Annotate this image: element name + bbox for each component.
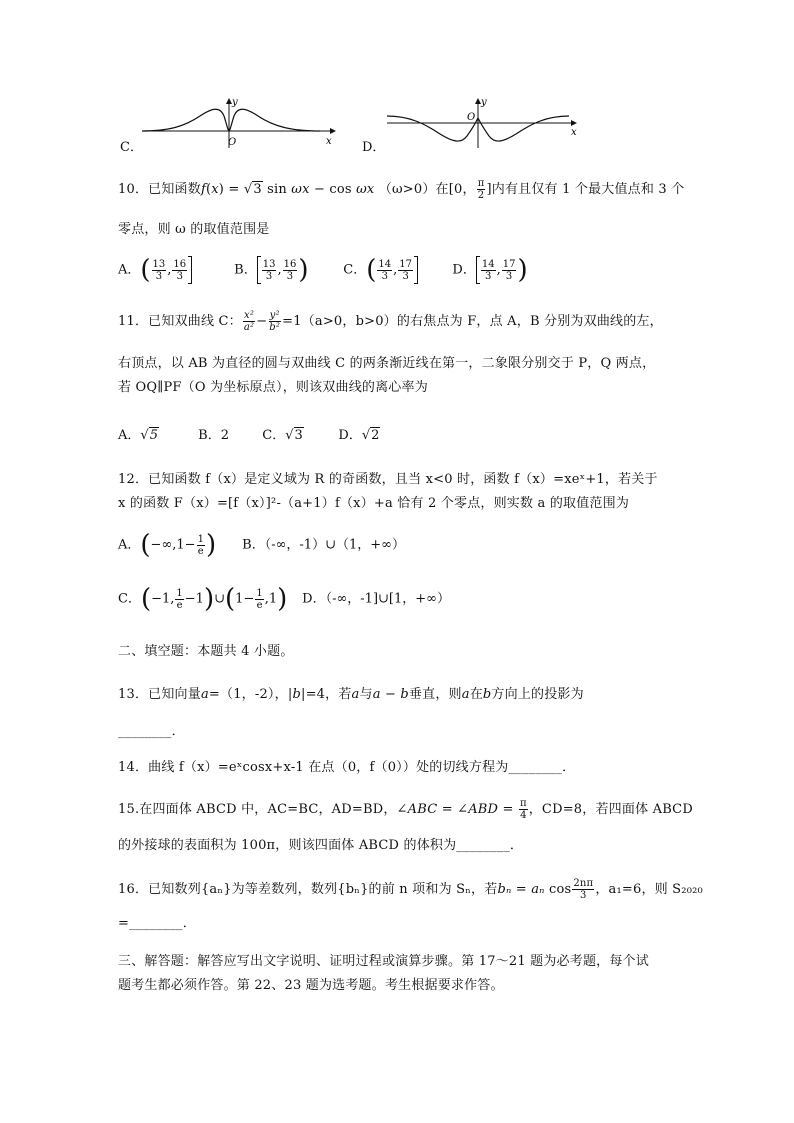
q11-line3: 若 OQ∥PF（O 为坐标原点），则该双曲线的离心率为 <box>118 380 428 395</box>
q10-formula: f <box>200 182 206 197</box>
graph-d-x-label: x <box>571 127 577 138</box>
q11-line2: 右顶点，以 AB 为直径的圆与双曲线 C 的两条渐近线在第一，二象限分别交于 P，Q 两点， <box>118 356 656 371</box>
graph-c <box>140 96 340 152</box>
q10-mid: （ω>0）在[0， <box>378 182 476 197</box>
q12-option-b[interactable]: B．（-∞，-1）∪（1，+∞） <box>242 537 405 553</box>
q12-line1: 12．已知函数 f（x）是定义域为 R 的奇函数，且当 x<0 时，函数 f（x）=xeˣ+1，若关于 <box>118 472 658 487</box>
q11-option-b[interactable]: B．2 <box>198 428 229 443</box>
q13-line2: ________． <box>118 724 185 739</box>
q12-option-d[interactable]: D．（-∞，-1]∪[1，+∞） <box>302 591 450 607</box>
q12-option-a[interactable]: A．(−∞,1− $\frac{1}{e}$ ) <box>118 530 217 560</box>
q10-suffix: ]内有且仅有 1 个最大值点和 3 个 <box>486 182 685 197</box>
q10-line2: 零点，则 ω 的取值范围是 <box>118 222 270 237</box>
q11-option-d[interactable]: D．√2 <box>338 428 380 443</box>
section3-line1: 三、解答题：解答应写出文字说明、证明过程或演算步骤。第 17～21 题为必考题，每个试 <box>118 954 649 969</box>
graph-d-origin: O <box>467 112 476 123</box>
q10-prefix: 10．已知函数 <box>118 182 201 197</box>
q11-frac-y: $\frac{\text{y²}}{\text{b²}}$ <box>269 310 281 333</box>
option-d-label: D． <box>362 140 386 155</box>
graph-c-x-label: x <box>326 136 332 147</box>
section2-heading: 二、填空题：本题共 4 小题。 <box>118 644 294 659</box>
q15-line2: 的外接球的表面积为 100π，则该四面体 ABCD 的体积为________． <box>118 838 524 853</box>
q11-line1: 11．已知双曲线 C： $\frac{\text{x²}}{\text{a²}}$ − $\frac{\text{y²}}{\text{b²}}$ =1（a>0，b>0）的右焦点为 F，点 A，B 分别为双曲线的左， <box>118 310 663 333</box>
graph-c-origin: O <box>228 137 237 148</box>
graph-d <box>385 96 585 152</box>
q11-frac-x: $\frac{\text{x²}}{\text{a²}}$ <box>243 310 255 333</box>
q11-options <box>118 424 380 443</box>
q12-options-row1 <box>118 532 405 558</box>
q10-options <box>118 256 528 284</box>
q16-line1: 16．已知数列{aₙ}为等差数列，数列{bₙ}的前 n 项和为 Sₙ，若bₙ = aₙ cos $\frac{2n\pi}{3}$ ，a₁=6，则 S₂₀₂₀ <box>118 878 703 901</box>
q12-line2: x 的函数 F（x）=[f（x）]²-（a+1）f（x）+a 恰有 2 个零点，则实数 a 的取值范围为 <box>118 496 630 511</box>
q12-options-row2 <box>118 586 450 612</box>
q11-option-a[interactable]: A．√5 <box>118 428 158 443</box>
q16-line2: =________． <box>118 916 196 931</box>
q10-frac: $\frac{\pi}{2}$ <box>477 178 485 201</box>
q10-option-a[interactable]: A．( $\frac{13}{3}$ , $\frac{16}{3}$ <box>118 256 230 284</box>
q10-line1: 10．已知函数f(x) = √3 sin ωx − cos ωx （ω>0）在[0， $\frac{\pi}{2}$ ]内有且仅有 1 个最大值点和 3 个 <box>118 178 685 201</box>
graph-c-y-label: y <box>232 97 238 108</box>
graph-d-y-label: y <box>481 97 487 108</box>
q15-line1: 15.在四面体 ABCD 中，AC=BC，AD=BD，∠ABC = ∠ABD = $\frac{\pi}{4}$ ，CD=8，若四面体 ABCD <box>118 798 693 821</box>
option-c-label: C． <box>120 140 143 155</box>
q10-option-b[interactable]: B． $\frac{13}{3}$ , $\frac{16}{3}$ ) <box>234 255 309 285</box>
q13-line1: 13．已知向量a=（1，-2），|b|=4，若a与a − b垂直，则a在b方向上的投影为 <box>118 687 584 702</box>
q12-option-c[interactable]: C．(−1, $\frac{1}{e}$ −1)∪(1− $\frac{1}{e}$ ,1) <box>118 584 288 614</box>
q11-option-c[interactable]: C．√3 <box>262 428 303 443</box>
q10-option-d[interactable]: D． $\frac{14}{3}$ , $\frac{17}{3}$ ) <box>452 255 528 285</box>
q14-line: 14．曲线 f（x）=eˣcosx+x-1 在点（0，f（0））处的切线方程为________． <box>118 760 576 775</box>
q10-option-c[interactable]: C．( $\frac{14}{3}$ , $\frac{17}{3}$ <box>343 256 448 284</box>
section3-line2: 题考生都必须作答。第 22、23 题为选考题。考生根据要求作答。 <box>118 978 504 993</box>
